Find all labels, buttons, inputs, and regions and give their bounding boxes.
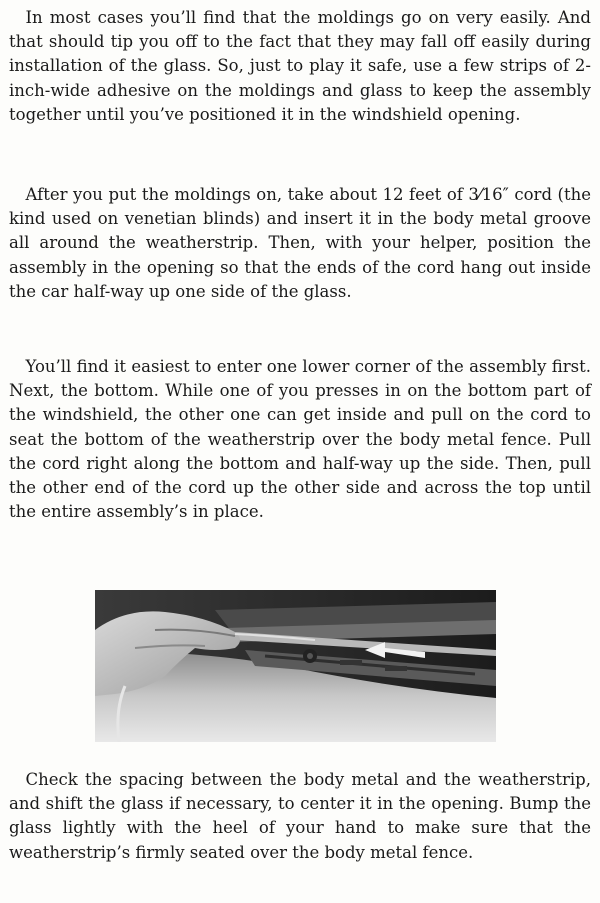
paragraph-assembly-text: You’ll find it easiest to enter one lower corner of the assembly first. Next, the bottom. While one of you presses in on the bottom part of the windshield, the other one can get inside and pull on the cord to seat the bottom of the weatherstrip over the body metal fence. Pull the cord right along the bottom and half-way up the side. Then, pull the other end of the cord up the other side and across the top until the entire assembly’s in place. <box>9 357 591 522</box>
paragraph-moldings-text: In most cases you’ll find that the moldings go on very easily. And that should tip you off to the fact that they may fall off easily during installation of the glass. So, just to play it safe, use a few strips of 2-inch-wide adhesive on the moldings and glass to keep the assembly together until you’ve positioned it in the windshield opening. <box>9 8 591 124</box>
paragraph-moldings <box>9 6 591 127</box>
paragraph-assembly <box>9 355 591 524</box>
paragraph-spacing <box>9 768 591 865</box>
paragraph-spacing-text: Check the spacing between the body metal and the weatherstrip, and shift the glass if necessary, to center it in the opening. Bump the glass lightly with the heel of your hand to make sure that the weatherstrip’s firmly seated over the body metal fence. <box>9 770 591 862</box>
photo-illustration <box>95 590 496 742</box>
photo-pulling-cord <box>95 590 496 742</box>
paragraph-cord <box>9 183 591 304</box>
paragraph-cord-text: After you put the moldings on, take about 12 feet of 3⁄16″ cord (the kind used on venetian blinds) and insert it in the body metal groove all around the weatherstrip. Then, with your helper, position the assembly in the opening so that the ends of the cord hang out inside the car half-way up one side of the glass. <box>9 185 591 301</box>
